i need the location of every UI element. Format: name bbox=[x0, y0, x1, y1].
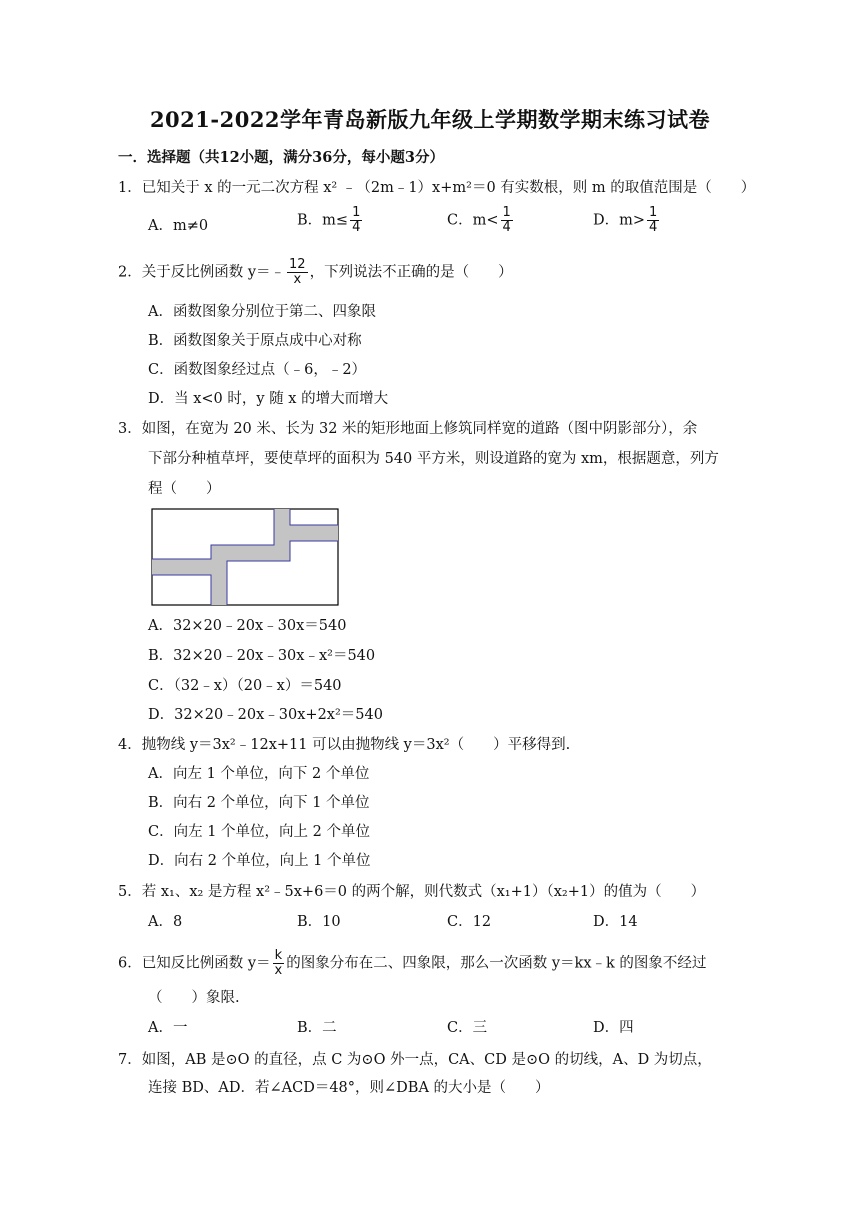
question-3-option-a: A．32×20﹣20x﹣30x＝540 bbox=[148, 618, 347, 634]
question-4-option-d: D．向右 2 个单位，向上 1 个单位 bbox=[148, 853, 371, 869]
question-1-option-d: D．m> $\frac{1}{4}$ bbox=[593, 205, 658, 235]
question-1-option-c: C．m< $\frac{1}{4}$ bbox=[447, 205, 511, 235]
question-6-stem-line-2: （ ）象限. bbox=[148, 990, 240, 1006]
question-5-option-b: B．10 bbox=[297, 914, 341, 930]
question-2-option-d: D．当 x<0 时，y 随 x 的增大而增大 bbox=[148, 391, 389, 407]
question-1-option-b: B．m≤ $\frac{1}{4}$ bbox=[297, 205, 361, 235]
question-2-option-a: A．函数图象分别位于第二、四象限 bbox=[148, 304, 376, 320]
question-6-stem: 6．已知反比例函数 y＝ $\frac{k}{x}$ 的图象分布在二、四象限，那么一次函数 y＝kx﹣k 的图象不经过 bbox=[118, 948, 707, 978]
question-6-option-a: A．一 bbox=[148, 1020, 188, 1036]
question-4-option-b: B．向右 2 个单位，向下 1 个单位 bbox=[148, 795, 370, 811]
question-3-option-c: C．（32﹣x）（20﹣x）＝540 bbox=[148, 678, 342, 694]
question-4-option-c: C．向左 1 个单位，向上 2 个单位 bbox=[148, 824, 370, 840]
question-3-stem-line-2: 下部分种植草坪，要使草坪的面积为 540 平方米，则设道路的宽为 xm，根据题意，列方 bbox=[148, 451, 719, 467]
question-2-option-b: B．函数图象关于原点成中心对称 bbox=[148, 333, 362, 349]
question-3-option-b: B．32×20﹣20x﹣30x﹣x²＝540 bbox=[148, 648, 376, 664]
question-5-option-d: D．14 bbox=[593, 914, 638, 930]
question-6-option-b: B．二 bbox=[297, 1020, 337, 1036]
question-5-stem: 5．若 x₁、x₂ 是方程 x²﹣5x+6＝0 的两个解，则代数式（x₁+1）（x₂+1）的值为（ ） bbox=[118, 884, 706, 900]
question-1-option-a: A．m≠0 bbox=[148, 218, 209, 234]
question-2-option-c: C．函数图象经过点（﹣6，﹣2） bbox=[148, 362, 367, 378]
question-7-stem-line-2: 连接 BD、AD．若∠ACD＝48°，则∠DBA 的大小是（ ） bbox=[148, 1080, 550, 1096]
question-6-option-c: C．三 bbox=[447, 1020, 488, 1036]
page-title: 2021-2022学年青岛新版九年级上学期数学期末练习试卷 bbox=[149, 107, 711, 132]
question-5-option-c: C．12 bbox=[447, 914, 492, 930]
question-3-stem-line-3: 程（ ） bbox=[148, 481, 221, 497]
section-heading: 一．选择题（共12小题，满分36分，每小题3分） bbox=[118, 149, 444, 166]
question-7-stem-line-1: 7．如图，AB 是⊙O 的直径，点 C 为⊙O 外一点，CA、CD 是⊙O 的切线，A、D 为切点， bbox=[118, 1052, 712, 1068]
question-3-stem-line-1: 3．如图，在宽为 20 米、长为 32 米的矩形地面上修筑同样宽的道路（图中阴影部分），余 bbox=[118, 421, 698, 437]
question-1-stem: 1．已知关于 x 的一元二次方程 x² ﹣（2m﹣1）x+m²＝0 有实数根，则 m 的取值范围是（ ） bbox=[118, 180, 756, 196]
question-4-stem: 4．抛物线 y＝3x²﹣12x+11 可以由抛物线 y＝3x²（ ）平移得到. bbox=[118, 737, 571, 753]
question-6-option-d: D．四 bbox=[593, 1020, 634, 1036]
question-4-option-a: A．向左 1 个单位，向下 2 个单位 bbox=[148, 766, 370, 782]
road-figure bbox=[151, 508, 341, 608]
question-2-stem: 2．关于反比例函数 y＝﹣ $\frac{12}{x}$ ，下列说法不正确的是（ ） bbox=[118, 257, 513, 287]
question-5-option-a: A．8 bbox=[148, 914, 183, 930]
question-3-option-d: D．32×20﹣20x﹣30x+2x²＝540 bbox=[148, 707, 383, 723]
